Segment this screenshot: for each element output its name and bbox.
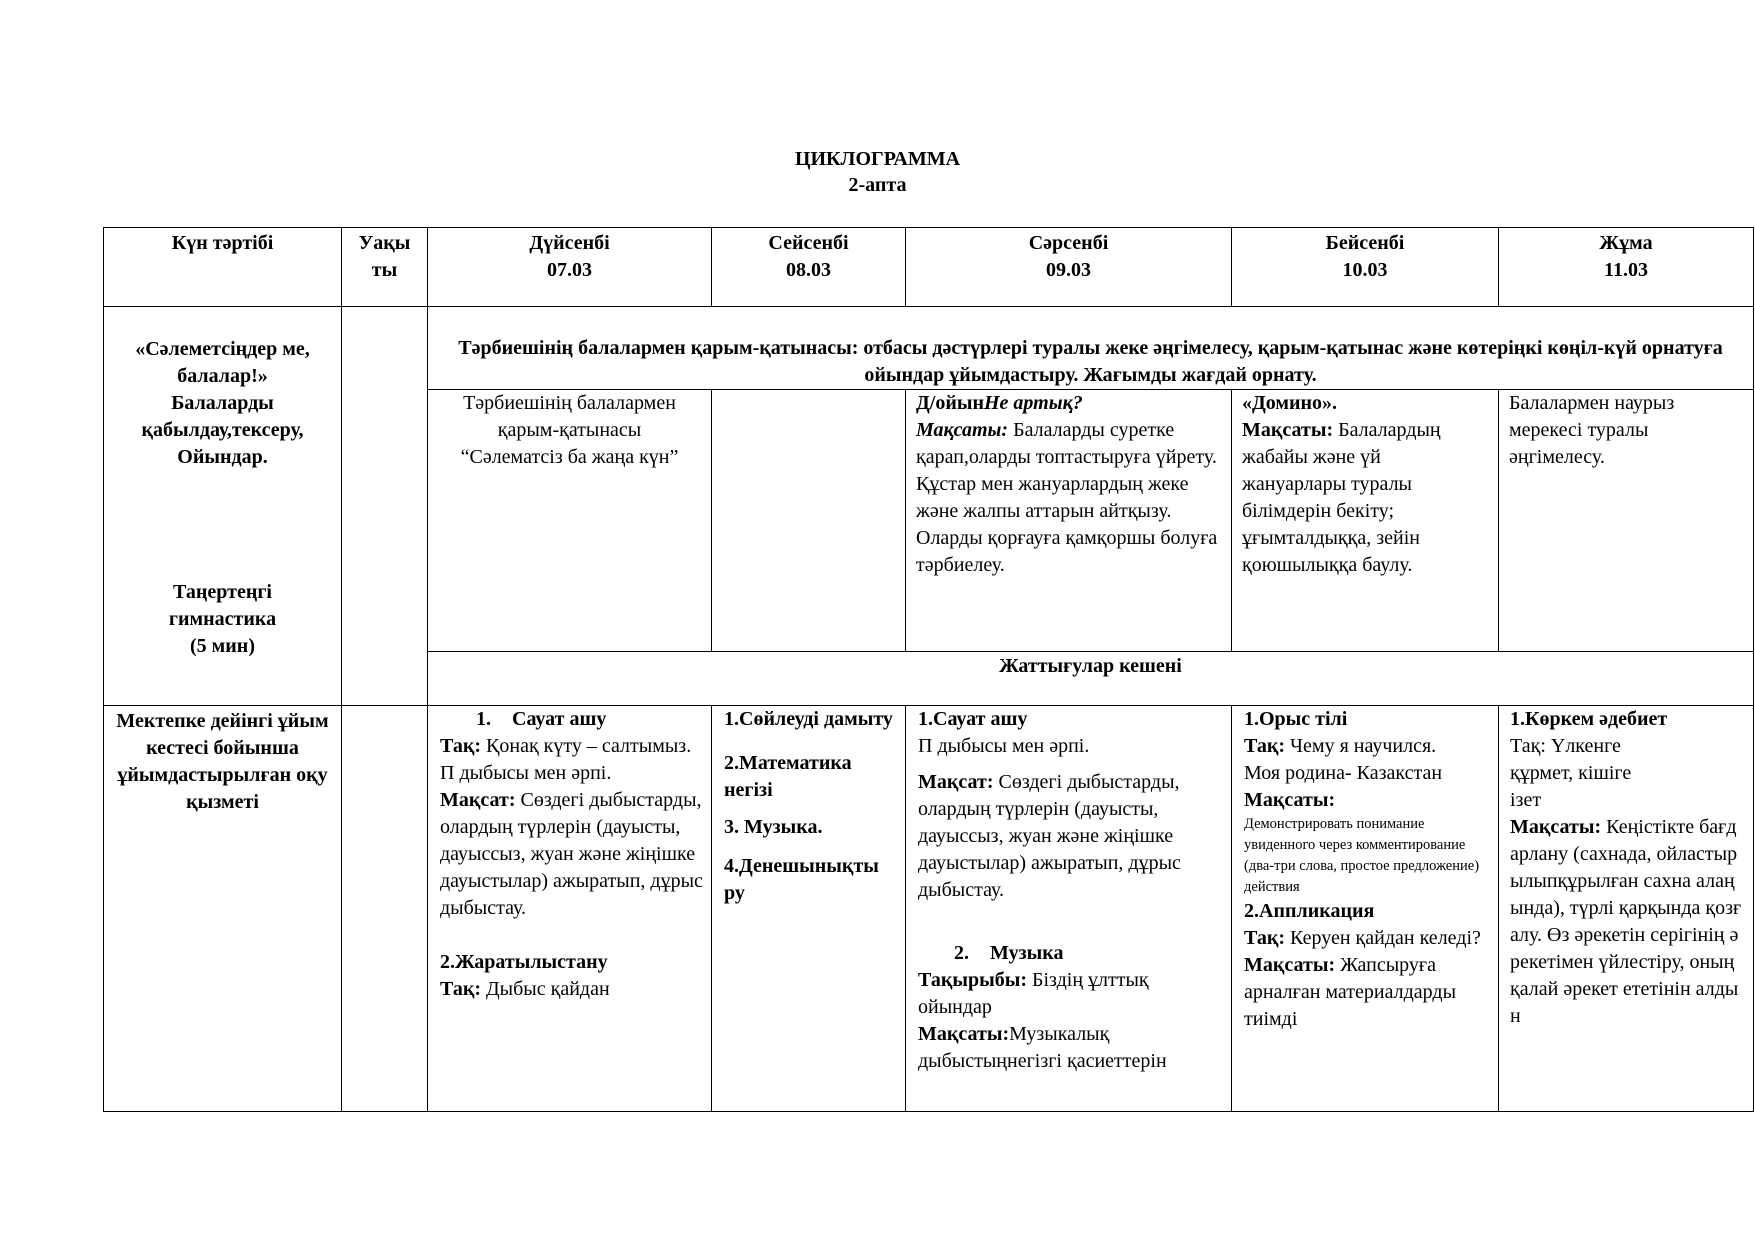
page-title: ЦИКЛОГРАММА bbox=[794, 148, 961, 170]
lessons-label-cell: Мектепке дейінгі ұйым кестесі бойынша ұйымдастырылған оқу қызметі bbox=[104, 706, 342, 1112]
exercises-cell: Жаттығулар кешені bbox=[428, 652, 1754, 706]
header-cell-tuesday: Сейсенбі 08.03 bbox=[712, 228, 906, 307]
lessons-row bbox=[104, 706, 1754, 1112]
header-cell-schedule: Күн тәртібі bbox=[104, 228, 342, 307]
header-cell-monday: Дүйсенбі 07.03 bbox=[428, 228, 712, 307]
friday-morning-cell: Балалармен наурыз мерекесі туралы әңгімелесу. bbox=[1499, 390, 1754, 652]
lessons-time-cell bbox=[342, 706, 428, 1112]
friday-lessons-cell: 1.Көркем әдебиет Тақ: Үлкенге құрмет, кішіге ізет Мақсаты: Кеңістікте бағдарлану (сахнада, ойластырылыпқұрылған сахна алаңында), түрлі қарқында қозғалу. Өз әрекетін серігінің әрекетімен үйлестіру, оныңқалай әрекет ететінін алдын bbox=[1499, 706, 1754, 1112]
header-cell-wednesday: Сәрсенбі 09.03 bbox=[906, 228, 1232, 307]
page-subtitle: 2-апта bbox=[848, 174, 907, 196]
monday-morning-cell: Тәрбиешінің балалармен қарым-қатынасы “Сәлематсіз ба жаңа күн” bbox=[428, 390, 712, 652]
monday-lessons-cell: 1. Сауат ашу Тақ: Қонақ күту – салтымыз. П дыбысы мен әрпі. Мақсат: Сөздегі дыбыстарды, олардың түрлерін (дауысты, дауыссыз, жуан және жіңішке дауыстылар) ажыратып, дұрыс дыбыстау. 2.Жаратылыстану Тақ: Дыбыс қайдан bbox=[428, 706, 712, 1112]
teacher-communication-cell: Тәрбиешінің балалармен қарым-қатынасы: отбасы дәстүрлері туралы жеке әңгімелесу, қарым-қатынас және көтеріңкі көңіл-күй орнатуға ойындар ұйымдастыру. Жағымды жағдай орнату. bbox=[428, 307, 1754, 390]
wednesday-morning-cell: Д/ойынНе артық? Мақсаты: Балаларды суретке қарап,оларды топтастыруға үйрету. Құстар мен жануарлардың жеке және жалпы аттарын айтқызу. Оларды қорғауға қамқоршы болуға тәрбиелеу. bbox=[906, 390, 1232, 652]
header-cell-thursday: Бейсенбі 10.03 bbox=[1232, 228, 1499, 307]
morning-time-cell bbox=[342, 307, 428, 706]
morning-row-top bbox=[104, 307, 1754, 390]
morning-activities-cell: «Сәлеметсіңдер ме, балалар!» Балаларды қабылдау,тексеру, Ойындар. Таңертеңгі гимнастика (5 мин) bbox=[104, 307, 342, 706]
tuesday-morning-cell bbox=[712, 390, 906, 652]
header-cell-time: Уақы ты bbox=[342, 228, 428, 307]
thursday-lessons-cell: 1.Орыс тілі Тақ: Чему я научился. Моя родина- Казакстан Мақсаты: Демонстрировать понимание увиденного через комментирование (два-три слова, простое предложение) действия 2.Аппликация Тақ: Керуен қайдан келеді? Мақсаты: Жапсыруға арналған материалдарды тиімді bbox=[1232, 706, 1499, 1112]
header-row bbox=[104, 228, 1754, 307]
thursday-morning-cell: «Домино». Мақсаты: Балалардың жабайы және үй жануарлары туралы білімдерін бекіту; ұғымталдыққа, зейін қоюшылыққа баулу. bbox=[1232, 390, 1499, 652]
schedule-table bbox=[103, 227, 1754, 1112]
header-cell-friday: Жұма 11.03 bbox=[1499, 228, 1754, 307]
wednesday-lessons-cell: 1.Сауат ашу П дыбысы мен әрпі. Мақсат: Сөздегі дыбыстарды, олардың түрлерін (дауысты, дауыссыз, жуан және жіңішке дауыстылар) ажыратып, дұрыс дыбыстау. 2. Музыка Тақырыбы: Біздің ұлттық ойындар Мақсаты:Музыкалық дыбыстыңнегізгі қасиеттерін bbox=[906, 706, 1232, 1112]
tuesday-lessons-cell: 1.Сөйлеуді дамыту 2.Математика негізі 3. Музыка. 4.Денешынықты ру bbox=[712, 706, 906, 1112]
